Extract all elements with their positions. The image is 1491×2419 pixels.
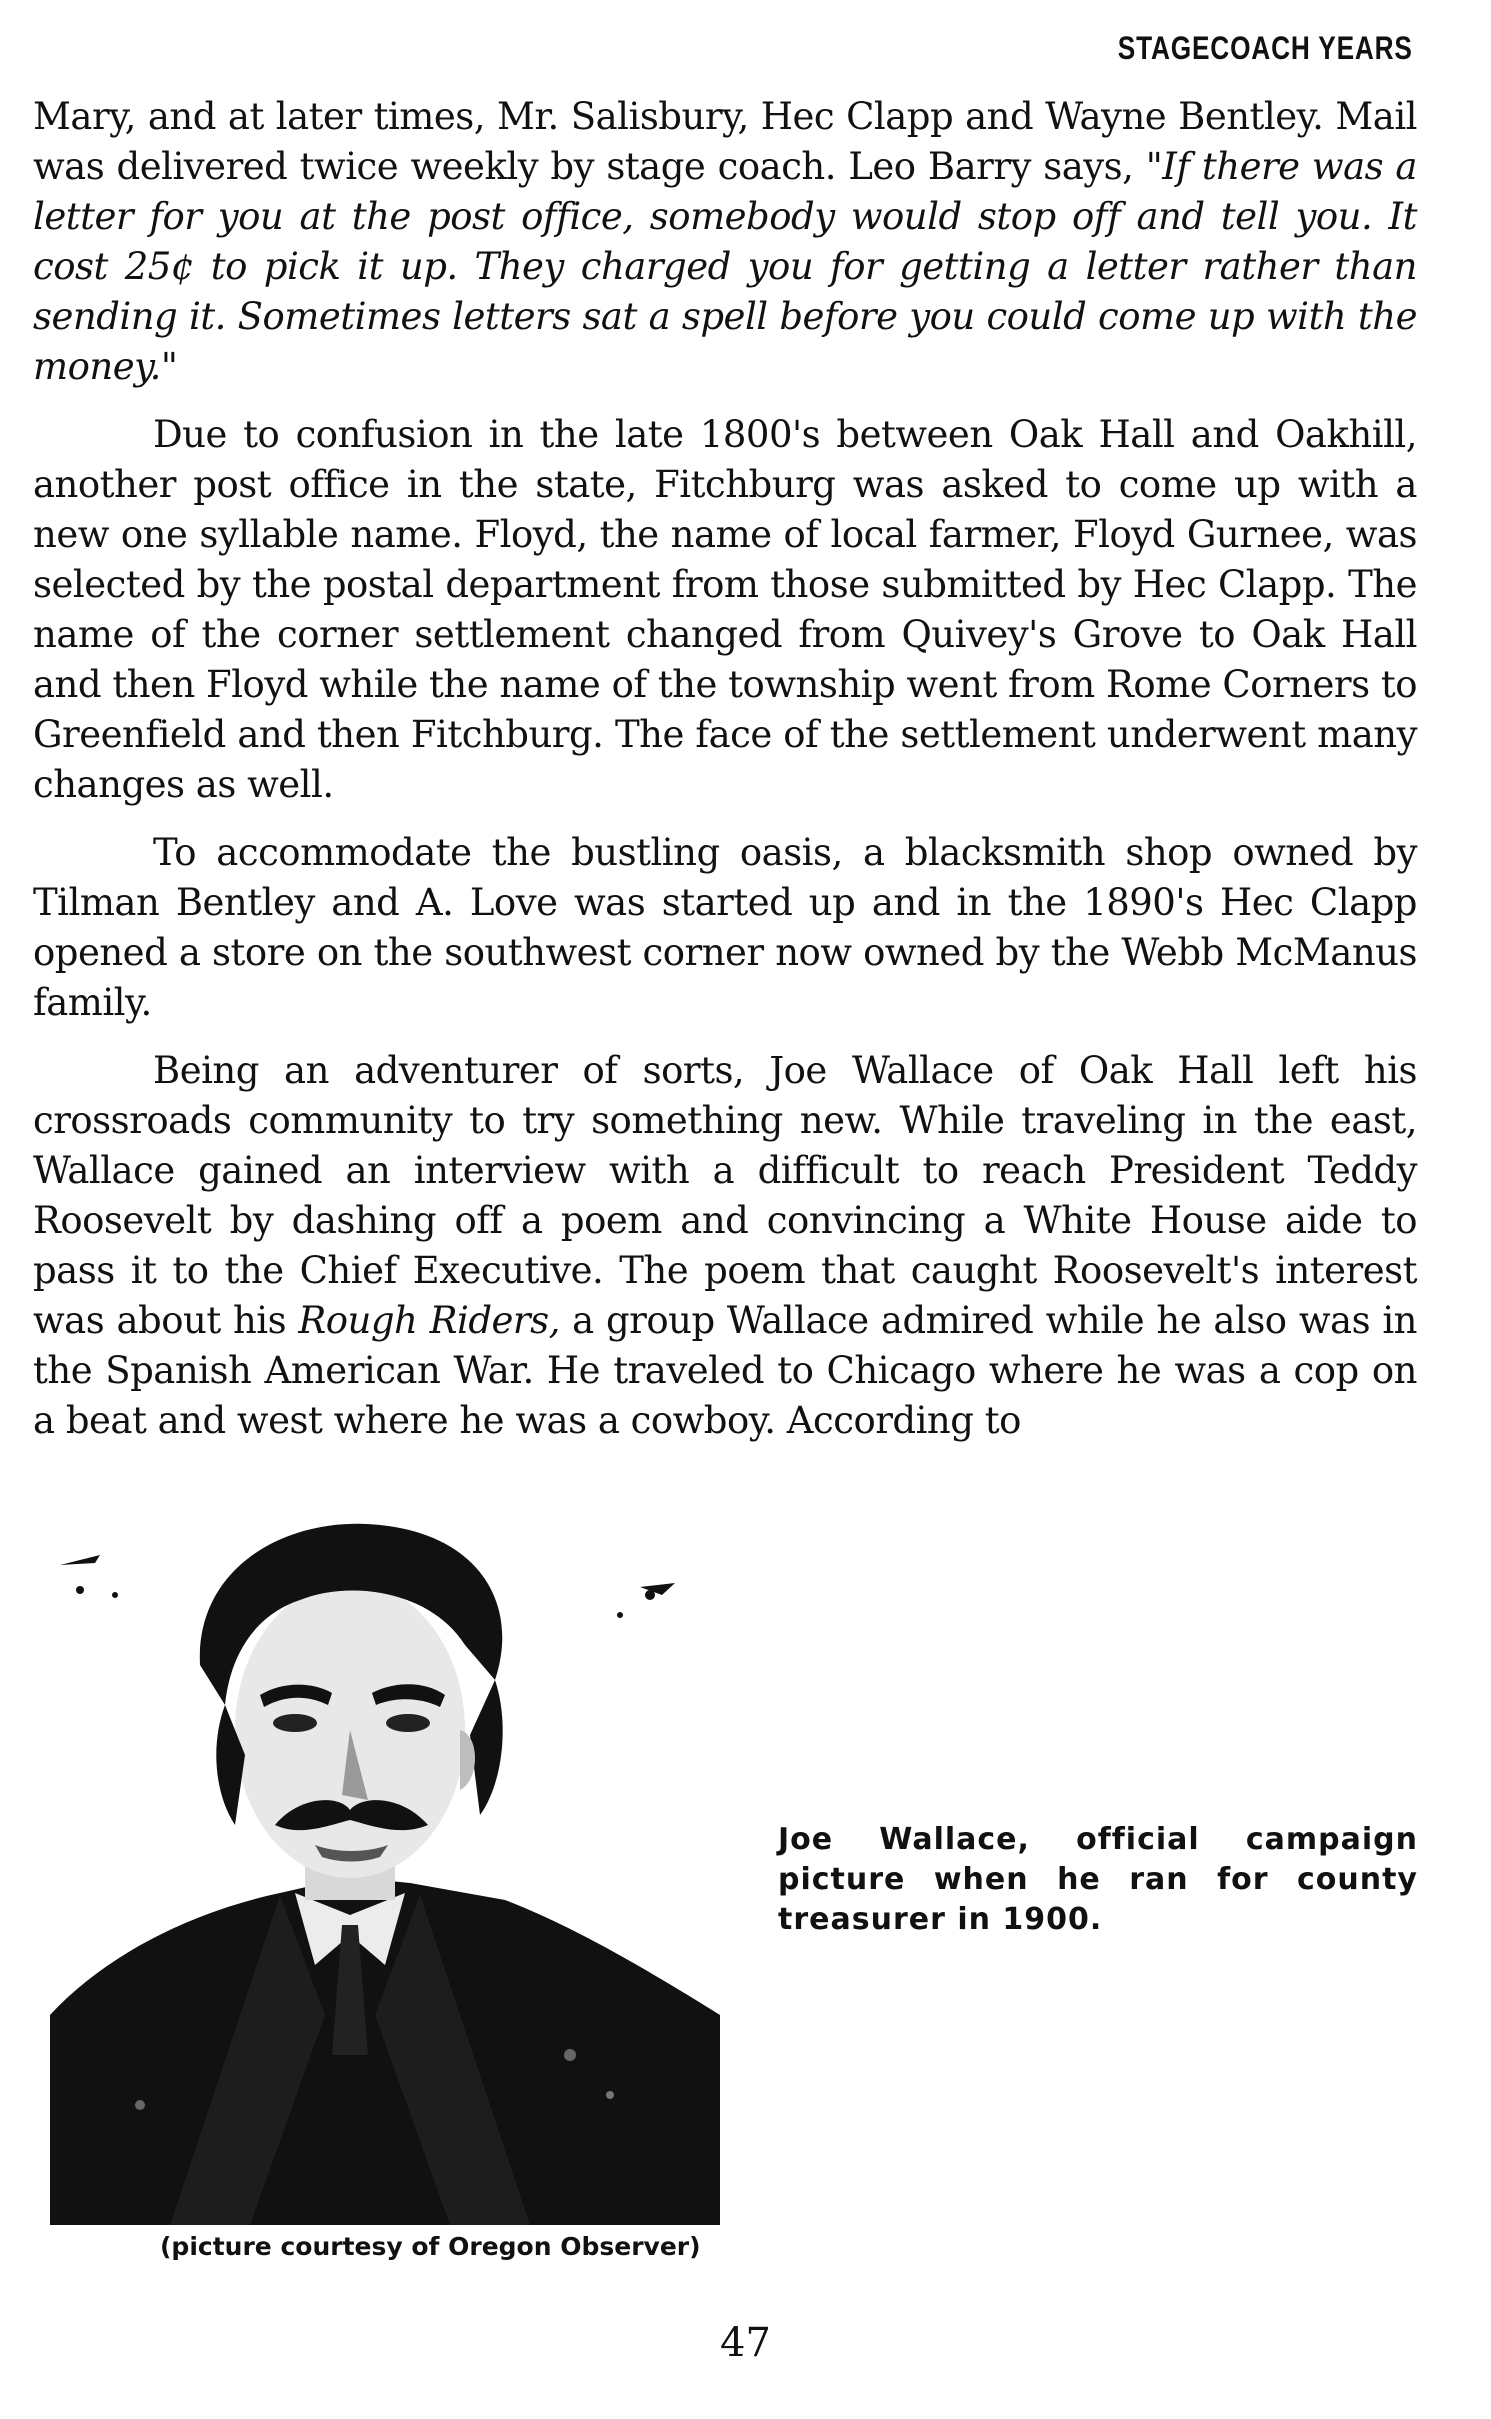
paragraph-4-text-b: a group Wallace admired while he also was in the Spanish American War. He traveled to Chicago where he was a cop on a beat and west where he was a cowboy. According to bbox=[33, 1299, 1417, 1442]
running-header: STAGECOACH YEARS bbox=[1118, 30, 1413, 66]
rough-riders-title: Rough Riders, bbox=[298, 1299, 560, 1342]
portrait-photo bbox=[50, 1495, 720, 2225]
paragraph-4 bbox=[33, 1046, 1417, 1446]
paragraph-4-text-a: Being an adventurer of sorts, Joe Wallace of Oak Hall left his crossroads community to try something new. While traveling in the east, Wallace gained an interview with a difficult to reach President Teddy Roosevelt by dashing off a poem and convincing a White House aide to pass it to the Chief Executive. The poem that caught Roosevelt's interest was about his bbox=[33, 1049, 1417, 1342]
body-text bbox=[33, 92, 1417, 1464]
paragraph-3: To accommodate the bustling oasis, a blacksmith shop owned by Tilman Bentley and A. Love was started up and in the 1890's Hec Clapp opened a store on the southwest corner now owned by the Webb McManus family. bbox=[33, 831, 1417, 1024]
quotation: "If there was a letter for you at the post office, somebody would stop off and tell you. It cost 25¢ to pick it up. They charged you for getting a letter rather than sending it. Sometimes letters sat a spell before you could come up with the money." bbox=[33, 145, 1417, 388]
paragraph-1-text: Mary, and at later times, Mr. Salisbury, Hec Clapp and Wayne Bentley. Mail was delivered twice weekly by stage coach. Leo Barry says, bbox=[33, 95, 1417, 188]
photo-caption: Joe Wallace, official campaign picture when he ran for county treasurer in 1900. bbox=[778, 1822, 1418, 1937]
photo-credit: (picture courtesy of Oregon Observer) bbox=[160, 2232, 701, 2261]
page-number: 47 bbox=[720, 2320, 771, 2366]
paragraph-2: Due to confusion in the late 1800's between Oak Hall and Oakhill, another post office in the state, Fitchburg was asked to come up with a new one syllable name. Floyd, the name of local farmer, Floyd Gurnee, was selected by the postal department from those submitted by Hec Clapp. The name of the corner settlement changed from Quivey's Grove to Oak Hall and then Floyd while the name of the township went from Rome Corners to Greenfield and then Fitchburg. The face of the settlement underwent many changes as well. bbox=[33, 413, 1417, 806]
paragraph-1 bbox=[33, 92, 1417, 392]
